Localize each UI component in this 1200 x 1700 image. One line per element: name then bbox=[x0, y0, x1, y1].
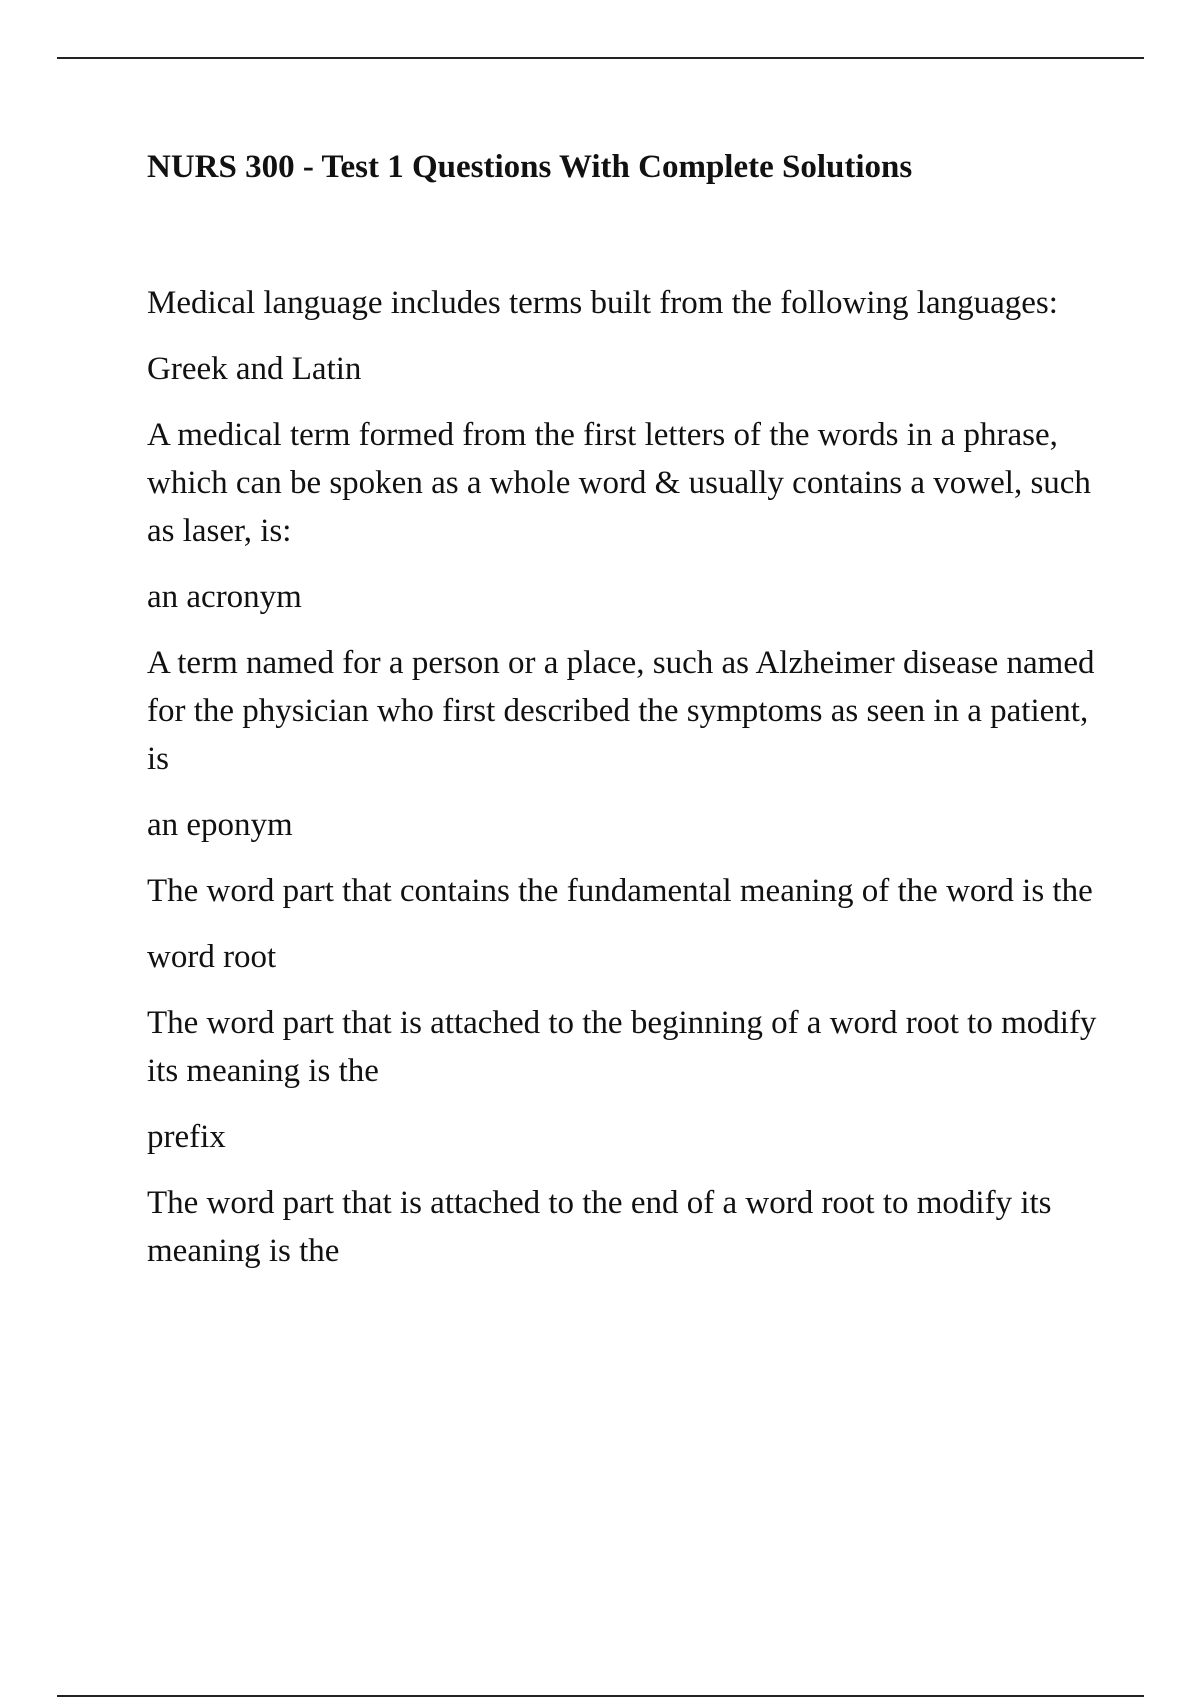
answer-text: prefix bbox=[147, 1119, 226, 1155]
question-text: The word part that is attached to the beginning of a word root to modify its meaning is the bbox=[147, 1005, 1097, 1089]
question-text: The word part that is attached to the end of a word root to modify its meaning is the bbox=[147, 1185, 1052, 1269]
question-text: The word part that contains the fundamental meaning of the word is the bbox=[147, 873, 1093, 909]
answer-text: Greek and Latin bbox=[147, 351, 362, 387]
answer-text: an eponym bbox=[147, 807, 293, 843]
qa-item bbox=[147, 639, 1107, 849]
qa-item bbox=[147, 279, 1107, 393]
question-text: A term named for a person or a place, such as Alzheimer disease named for the physician who first described the symptoms as seen in a patient, is bbox=[147, 645, 1095, 777]
qa-item bbox=[147, 1179, 1107, 1275]
answer-text: word root bbox=[147, 939, 277, 975]
document-title: NURS 300 - Test 1 Questions With Complete Solutions bbox=[147, 149, 913, 185]
qa-list bbox=[147, 279, 1107, 1293]
bottom-divider bbox=[57, 1695, 1144, 1697]
question-text: A medical term formed from the first letters of the words in a phrase, which can be spoken as a whole word & usually contains a vowel, such as laser, is: bbox=[147, 417, 1091, 549]
answer-text: an acronym bbox=[147, 579, 302, 615]
qa-item bbox=[147, 867, 1107, 981]
qa-item bbox=[147, 411, 1107, 621]
question-text: Medical language includes terms built from the following languages: bbox=[147, 285, 1058, 321]
qa-item bbox=[147, 999, 1107, 1161]
top-divider bbox=[57, 57, 1144, 59]
